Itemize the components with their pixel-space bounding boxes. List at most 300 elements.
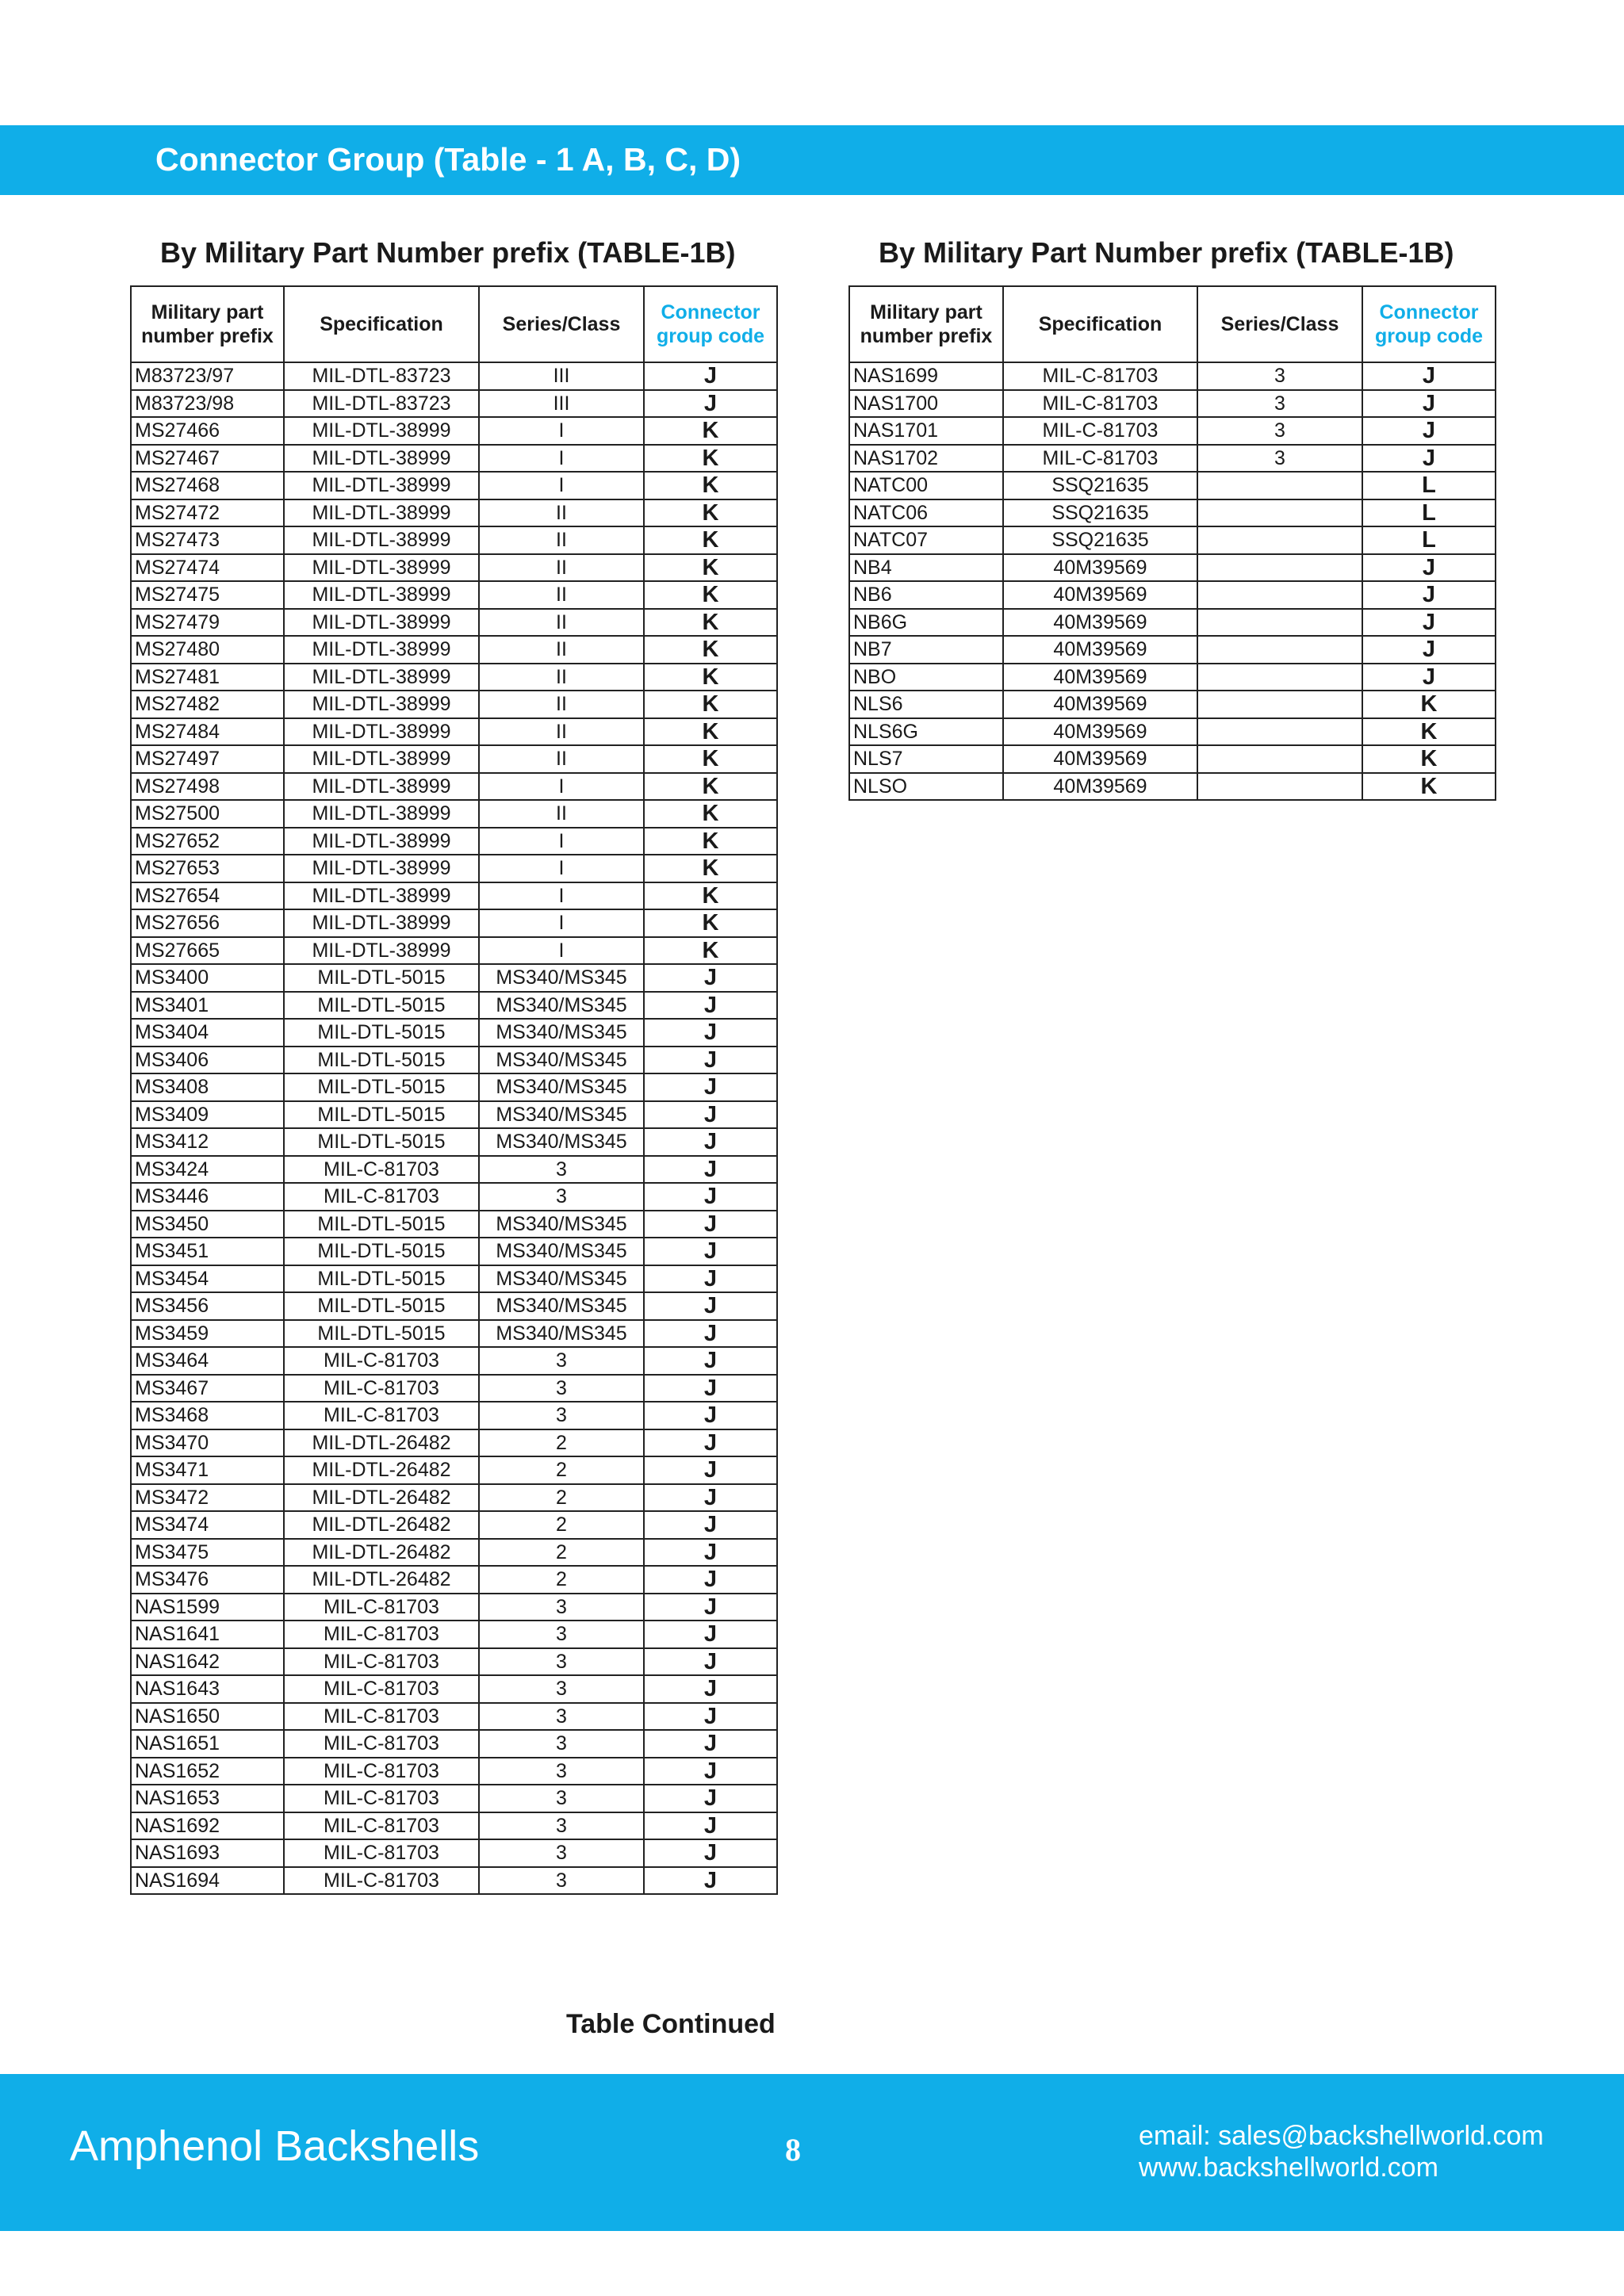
cell-prefix: NAS1650: [131, 1703, 284, 1731]
cell-specification: 40M39569: [1003, 745, 1197, 773]
cell-prefix: MS27656: [131, 909, 284, 937]
cell-prefix: NATC00: [849, 472, 1003, 499]
cell-prefix: MS27498: [131, 773, 284, 801]
page-number: 8: [785, 2132, 801, 2168]
cell-specification: MIL-DTL-5015: [284, 1047, 479, 1074]
cell-specification: MIL-DTL-26482: [284, 1484, 479, 1512]
cell-series-class: [1197, 499, 1362, 527]
cell-specification: MIL-DTL-38999: [284, 499, 479, 527]
cell-series-class: II: [479, 554, 644, 582]
cell-specification: MIL-DTL-5015: [284, 1073, 479, 1101]
cell-group-code: K: [644, 745, 777, 773]
cell-prefix: MS3409: [131, 1101, 284, 1129]
cell-group-code: J: [644, 1839, 777, 1867]
contact-website[interactable]: www.backshellworld.com: [1139, 2152, 1438, 2183]
table-row: [131, 1292, 777, 1320]
cell-group-code: J: [1362, 664, 1496, 691]
cell-prefix: MS3476: [131, 1566, 284, 1594]
cell-specification: MIL-C-81703: [284, 1156, 479, 1184]
cell-series-class: I: [479, 882, 644, 910]
cell-specification: MIL-C-81703: [284, 1812, 479, 1840]
cell-group-code: K: [644, 636, 777, 664]
cell-specification: SSQ21635: [1003, 499, 1197, 527]
cell-specification: 40M39569: [1003, 609, 1197, 637]
cell-series-class: 3: [479, 1621, 644, 1648]
cell-specification: MIL-DTL-5015: [284, 1238, 479, 1265]
cell-prefix: MS27475: [131, 581, 284, 609]
table-row: [849, 609, 1496, 637]
cell-group-code: K: [644, 554, 777, 582]
cell-prefix: MS3404: [131, 1019, 284, 1047]
table-row: [131, 1456, 777, 1484]
cell-series-class: II: [479, 691, 644, 718]
cell-series-class: MS340/MS345: [479, 992, 644, 1020]
col-header-prefix: Military part number prefix: [849, 286, 1003, 362]
cell-specification: MIL-C-81703: [1003, 417, 1197, 445]
cell-prefix: NLSO: [849, 773, 1003, 801]
cell-prefix: NATC06: [849, 499, 1003, 527]
cell-group-code: K: [644, 526, 777, 554]
table-row: [131, 1211, 777, 1238]
cell-specification: 40M39569: [1003, 554, 1197, 582]
cell-group-code: J: [644, 1539, 777, 1567]
right-table-body: [849, 362, 1496, 800]
cell-prefix: NB6G: [849, 609, 1003, 637]
cell-group-code: J: [644, 1566, 777, 1594]
col-header-series-class: Series/Class: [479, 286, 644, 362]
cell-prefix: MS27665: [131, 937, 284, 965]
table-row: [849, 445, 1496, 473]
cell-prefix: MS27479: [131, 609, 284, 637]
cell-specification: MIL-C-81703: [1003, 362, 1197, 390]
cell-prefix: MS3412: [131, 1128, 284, 1156]
cell-prefix: MS27480: [131, 636, 284, 664]
cell-series-class: I: [479, 828, 644, 855]
cell-series-class: [1197, 773, 1362, 801]
cell-prefix: NLS6G: [849, 718, 1003, 746]
table-row: [131, 1703, 777, 1731]
table-row: [131, 1320, 777, 1348]
cell-specification: MIL-C-81703: [284, 1347, 479, 1375]
cell-prefix: NB7: [849, 636, 1003, 664]
cell-prefix: NAS1699: [849, 362, 1003, 390]
cell-specification: MIL-C-81703: [284, 1183, 479, 1211]
cell-group-code: J: [644, 1320, 777, 1348]
cell-group-code: J: [644, 1402, 777, 1429]
cell-specification: MIL-C-81703: [284, 1402, 479, 1429]
table-row: [131, 745, 777, 773]
cell-prefix: MS3471: [131, 1456, 284, 1484]
header-band: [0, 125, 1624, 195]
cell-prefix: MS27467: [131, 445, 284, 473]
cell-group-code: J: [644, 1648, 777, 1676]
cell-group-code: K: [1362, 745, 1496, 773]
cell-specification: MIL-DTL-38999: [284, 691, 479, 718]
cell-prefix: M83723/97: [131, 362, 284, 390]
cell-specification: MIL-DTL-5015: [284, 964, 479, 992]
cell-prefix: MS3459: [131, 1320, 284, 1348]
cell-prefix: NAS1643: [131, 1675, 284, 1703]
cell-group-code: K: [644, 417, 777, 445]
cell-group-code: K: [1362, 691, 1496, 718]
cell-group-code: K: [644, 472, 777, 499]
table-row: [131, 1073, 777, 1101]
table-row: [131, 691, 777, 718]
cell-group-code: J: [644, 1484, 777, 1512]
table-row: [131, 1867, 777, 1895]
left-table-body: [131, 362, 777, 1894]
table-header-row: [131, 286, 777, 362]
cell-specification: MIL-DTL-38999: [284, 773, 479, 801]
cell-group-code: K: [644, 581, 777, 609]
cell-specification: MIL-DTL-38999: [284, 554, 479, 582]
cell-series-class: I: [479, 937, 644, 965]
cell-series-class: I: [479, 472, 644, 499]
cell-group-code: J: [644, 1456, 777, 1484]
cell-group-code: J: [1362, 581, 1496, 609]
cell-prefix: M83723/98: [131, 390, 284, 418]
cell-group-code: J: [644, 1211, 777, 1238]
table-row: [131, 800, 777, 828]
cell-specification: MIL-DTL-38999: [284, 937, 479, 965]
cell-series-class: 3: [479, 1402, 644, 1429]
cell-prefix: MS3467: [131, 1375, 284, 1402]
table-row: [131, 1758, 777, 1785]
cell-specification: MIL-DTL-5015: [284, 1211, 479, 1238]
cell-series-class: 2: [479, 1511, 644, 1539]
table-row: [849, 362, 1496, 390]
cell-prefix: NBO: [849, 664, 1003, 691]
cell-prefix: MS3400: [131, 964, 284, 992]
cell-prefix: NATC07: [849, 526, 1003, 554]
cell-prefix: NAS1702: [849, 445, 1003, 473]
cell-group-code: J: [644, 1785, 777, 1812]
col-header-specification: Specification: [284, 286, 479, 362]
cell-specification: SSQ21635: [1003, 526, 1197, 554]
cell-series-class: [1197, 691, 1362, 718]
cell-group-code: J: [644, 1292, 777, 1320]
cell-specification: MIL-DTL-26482: [284, 1456, 479, 1484]
cell-group-code: J: [644, 1101, 777, 1129]
cell-series-class: MS340/MS345: [479, 1292, 644, 1320]
cell-prefix: MS27473: [131, 526, 284, 554]
cell-specification: MIL-DTL-26482: [284, 1566, 479, 1594]
table-header-row: [849, 286, 1496, 362]
cell-series-class: 3: [479, 1156, 644, 1184]
table-row: [131, 1347, 777, 1375]
table-row: [131, 1101, 777, 1129]
cell-prefix: MS27500: [131, 800, 284, 828]
cell-prefix: NAS1599: [131, 1594, 284, 1621]
cell-series-class: [1197, 472, 1362, 499]
cell-specification: 40M39569: [1003, 664, 1197, 691]
table-row: [131, 964, 777, 992]
cell-group-code: K: [1362, 773, 1496, 801]
contact-email[interactable]: email: sales@backshellworld.com: [1139, 2121, 1544, 2151]
table-row: [849, 581, 1496, 609]
cell-series-class: 3: [479, 1758, 644, 1785]
cell-specification: MIL-DTL-5015: [284, 1128, 479, 1156]
cell-series-class: 2: [479, 1456, 644, 1484]
cell-group-code: J: [1362, 636, 1496, 664]
cell-specification: MIL-C-81703: [284, 1594, 479, 1621]
cell-specification: MIL-DTL-38999: [284, 609, 479, 637]
cell-series-class: [1197, 526, 1362, 554]
cell-prefix: NB6: [849, 581, 1003, 609]
cell-series-class: 2: [479, 1429, 644, 1457]
cell-series-class: MS340/MS345: [479, 1211, 644, 1238]
cell-series-class: MS340/MS345: [479, 1265, 644, 1293]
cell-prefix: NAS1692: [131, 1812, 284, 1840]
cell-prefix: NAS1641: [131, 1621, 284, 1648]
cell-series-class: [1197, 745, 1362, 773]
table-row: [131, 718, 777, 746]
cell-series-class: II: [479, 745, 644, 773]
table-row: [131, 1429, 777, 1457]
cell-specification: MIL-DTL-38999: [284, 417, 479, 445]
cell-group-code: K: [644, 937, 777, 965]
cell-series-class: [1197, 581, 1362, 609]
cell-specification: MIL-DTL-83723: [284, 362, 479, 390]
cell-specification: MIL-C-81703: [284, 1758, 479, 1785]
cell-specification: MIL-DTL-38999: [284, 526, 479, 554]
cell-specification: MIL-DTL-38999: [284, 445, 479, 473]
left-table-heading: By Military Part Number prefix (TABLE-1B): [160, 236, 736, 269]
cell-prefix: NLS7: [849, 745, 1003, 773]
cell-series-class: [1197, 664, 1362, 691]
cell-series-class: II: [479, 581, 644, 609]
table-row: [131, 362, 777, 390]
left-part-table: [130, 285, 778, 1895]
cell-group-code: K: [644, 499, 777, 527]
cell-group-code: J: [1362, 554, 1496, 582]
cell-prefix: MS3408: [131, 1073, 284, 1101]
cell-series-class: III: [479, 362, 644, 390]
cell-specification: MIL-C-81703: [284, 1675, 479, 1703]
cell-series-class: 3: [479, 1675, 644, 1703]
table-row: [131, 554, 777, 582]
cell-series-class: MS340/MS345: [479, 1019, 644, 1047]
cell-group-code: K: [644, 773, 777, 801]
table-row: [849, 472, 1496, 499]
cell-prefix: MS3468: [131, 1402, 284, 1429]
cell-series-class: II: [479, 526, 644, 554]
cell-prefix: MS27654: [131, 882, 284, 910]
cell-prefix: MS3454: [131, 1265, 284, 1293]
cell-group-code: J: [644, 1730, 777, 1758]
cell-prefix: MS3401: [131, 992, 284, 1020]
table-continued-note: Table Continued: [566, 2009, 776, 2039]
table-row: [131, 664, 777, 691]
cell-series-class: I: [479, 909, 644, 937]
cell-group-code: J: [644, 1019, 777, 1047]
table-row: [131, 773, 777, 801]
cell-prefix: MS3450: [131, 1211, 284, 1238]
cell-series-class: 3: [479, 1703, 644, 1731]
cell-series-class: MS340/MS345: [479, 1128, 644, 1156]
table-row: [131, 1265, 777, 1293]
cell-group-code: J: [1362, 609, 1496, 637]
cell-series-class: MS340/MS345: [479, 1320, 644, 1348]
cell-group-code: J: [644, 1594, 777, 1621]
col-header-group-code: Connector group code: [644, 286, 777, 362]
table-row: [849, 691, 1496, 718]
cell-series-class: [1197, 554, 1362, 582]
cell-prefix: MS3451: [131, 1238, 284, 1265]
cell-prefix: NAS1693: [131, 1839, 284, 1867]
cell-series-class: 3: [479, 1867, 644, 1895]
cell-prefix: NB4: [849, 554, 1003, 582]
cell-prefix: MS3446: [131, 1183, 284, 1211]
cell-series-class: 3: [479, 1183, 644, 1211]
table-row: [131, 937, 777, 965]
cell-series-class: 3: [1197, 417, 1362, 445]
cell-specification: SSQ21635: [1003, 472, 1197, 499]
cell-group-code: J: [644, 1073, 777, 1101]
cell-group-code: K: [644, 909, 777, 937]
col-header-group-code: Connector group code: [1362, 286, 1496, 362]
table-row: [849, 773, 1496, 801]
cell-specification: MIL-DTL-5015: [284, 1320, 479, 1348]
cell-series-class: 3: [479, 1375, 644, 1402]
cell-prefix: NAS1652: [131, 1758, 284, 1785]
table-row: [131, 1183, 777, 1211]
cell-specification: 40M39569: [1003, 691, 1197, 718]
cell-group-code: K: [644, 855, 777, 882]
cell-group-code: J: [644, 390, 777, 418]
table-row: [131, 882, 777, 910]
cell-prefix: MS27472: [131, 499, 284, 527]
footer-band: [0, 2074, 1624, 2231]
cell-specification: MIL-C-81703: [284, 1703, 479, 1731]
cell-group-code: J: [644, 1156, 777, 1184]
cell-specification: MIL-DTL-38999: [284, 636, 479, 664]
table-row: [131, 1566, 777, 1594]
cell-specification: 40M39569: [1003, 718, 1197, 746]
cell-group-code: J: [644, 1047, 777, 1074]
cell-specification: MIL-DTL-38999: [284, 745, 479, 773]
cell-group-code: J: [644, 1429, 777, 1457]
cell-group-code: K: [644, 445, 777, 473]
cell-prefix: MS3406: [131, 1047, 284, 1074]
cell-specification: MIL-C-81703: [284, 1785, 479, 1812]
cell-series-class: 3: [1197, 362, 1362, 390]
brand-name: Amphenol Backshells: [70, 2122, 480, 2170]
cell-prefix: NAS1653: [131, 1785, 284, 1812]
cell-prefix: MS27468: [131, 472, 284, 499]
cell-specification: MIL-DTL-38999: [284, 828, 479, 855]
cell-series-class: 2: [479, 1566, 644, 1594]
cell-prefix: MS27484: [131, 718, 284, 746]
cell-specification: MIL-C-81703: [284, 1621, 479, 1648]
cell-series-class: 3: [479, 1812, 644, 1840]
cell-prefix: NAS1700: [849, 390, 1003, 418]
cell-prefix: MS27481: [131, 664, 284, 691]
cell-group-code: J: [644, 964, 777, 992]
cell-group-code: J: [644, 362, 777, 390]
cell-specification: MIL-C-81703: [1003, 445, 1197, 473]
cell-prefix: MS27474: [131, 554, 284, 582]
cell-series-class: 3: [479, 1730, 644, 1758]
right-table-heading: By Military Part Number prefix (TABLE-1B): [879, 236, 1454, 269]
table-row: [131, 1539, 777, 1567]
table-row: [131, 1156, 777, 1184]
cell-series-class: 2: [479, 1484, 644, 1512]
table-row: [131, 1402, 777, 1429]
cell-group-code: J: [644, 1511, 777, 1539]
col-header-specification: Specification: [1003, 286, 1197, 362]
cell-prefix: MS3475: [131, 1539, 284, 1567]
table-row: [849, 390, 1496, 418]
cell-series-class: MS340/MS345: [479, 1047, 644, 1074]
cell-series-class: II: [479, 499, 644, 527]
cell-series-class: 3: [479, 1785, 644, 1812]
table-row: [849, 636, 1496, 664]
cell-group-code: K: [644, 691, 777, 718]
cell-series-class: 3: [479, 1839, 644, 1867]
cell-group-code: K: [1362, 718, 1496, 746]
cell-specification: 40M39569: [1003, 636, 1197, 664]
table-row: [131, 636, 777, 664]
cell-prefix: NLS6: [849, 691, 1003, 718]
table-row: [131, 1375, 777, 1402]
cell-series-class: II: [479, 609, 644, 637]
table-row: [131, 1675, 777, 1703]
cell-series-class: 3: [479, 1594, 644, 1621]
cell-prefix: MS3472: [131, 1484, 284, 1512]
cell-group-code: L: [1362, 499, 1496, 527]
cell-series-class: III: [479, 390, 644, 418]
cell-series-class: 2: [479, 1539, 644, 1567]
table-row: [131, 1812, 777, 1840]
table-row: [849, 499, 1496, 527]
cell-group-code: J: [1362, 445, 1496, 473]
cell-specification: MIL-DTL-26482: [284, 1511, 479, 1539]
table-row: [849, 718, 1496, 746]
cell-group-code: J: [644, 1347, 777, 1375]
cell-series-class: [1197, 718, 1362, 746]
table-row: [849, 554, 1496, 582]
cell-specification: MIL-DTL-38999: [284, 472, 479, 499]
cell-specification: MIL-DTL-38999: [284, 581, 479, 609]
cell-prefix: MS27466: [131, 417, 284, 445]
cell-specification: MIL-DTL-38999: [284, 664, 479, 691]
table-row: [131, 828, 777, 855]
table-row: [849, 417, 1496, 445]
cell-specification: MIL-DTL-26482: [284, 1539, 479, 1567]
table-row: [131, 909, 777, 937]
cell-group-code: J: [1362, 390, 1496, 418]
cell-group-code: K: [644, 609, 777, 637]
cell-group-code: J: [644, 1375, 777, 1402]
cell-series-class: I: [479, 417, 644, 445]
page-title: Connector Group (Table - 1 A, B, C, D): [155, 141, 741, 178]
cell-specification: MIL-DTL-38999: [284, 882, 479, 910]
cell-specification: 40M39569: [1003, 773, 1197, 801]
table-row: [131, 526, 777, 554]
cell-series-class: 3: [479, 1648, 644, 1676]
cell-group-code: J: [644, 1128, 777, 1156]
table-row: [131, 1621, 777, 1648]
right-part-table: [848, 285, 1496, 801]
cell-group-code: K: [644, 718, 777, 746]
cell-series-class: I: [479, 773, 644, 801]
cell-series-class: II: [479, 800, 644, 828]
table-row: [131, 1128, 777, 1156]
table-row: [131, 445, 777, 473]
cell-specification: MIL-DTL-38999: [284, 909, 479, 937]
cell-prefix: MS27652: [131, 828, 284, 855]
